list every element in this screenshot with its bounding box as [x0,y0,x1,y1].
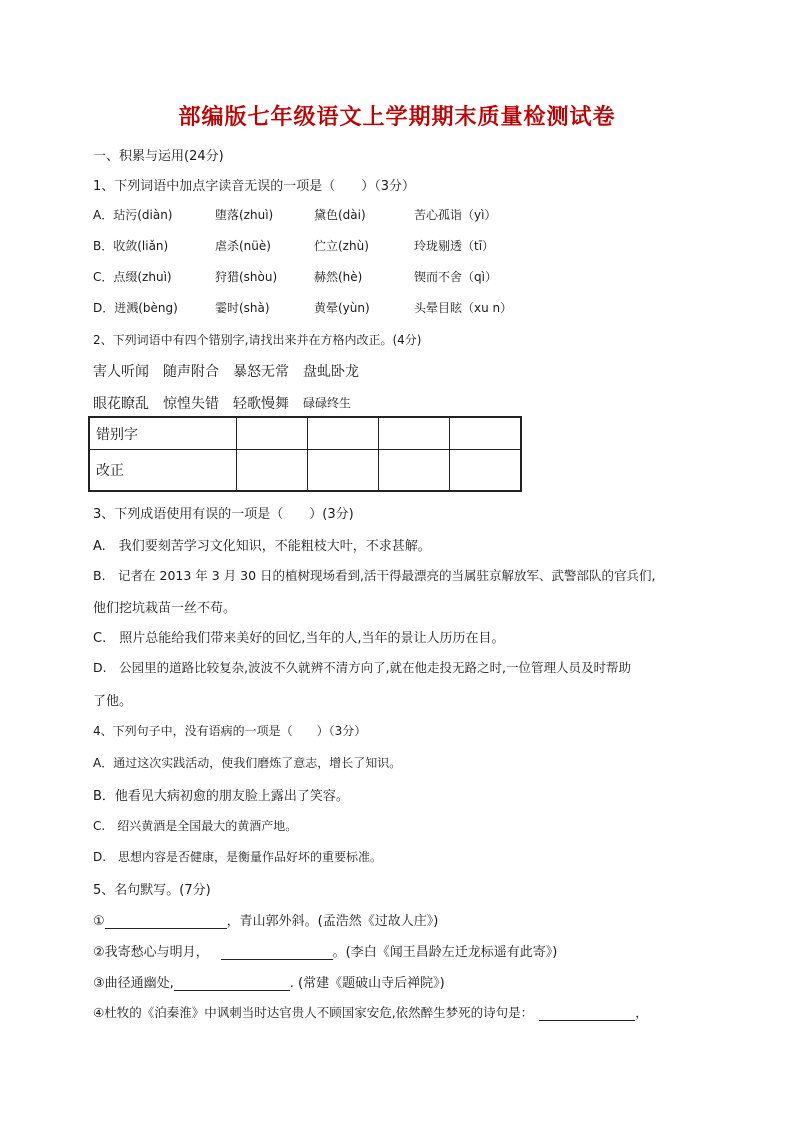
q4-option-c: C. 绍兴黄酒是全国最大的黄酒产地。 [93,819,298,833]
q1-option-c-2: 狩猎(shòu) [215,270,278,284]
answer-cell[interactable] [308,450,379,492]
answer-cell[interactable] [450,417,522,450]
q2-word-6: 惊惶失错 [163,396,219,412]
q5-item-3-suffix: . (常建《题破山寺后禅院》) [289,976,445,991]
question-1-stem: 1、下列词语中加点字读音无误的一项是（ ）（3分） [93,179,416,194]
q5-item-2-suffix: 。(李白《闻王昌龄左迁龙标遥有此寄》) [332,945,558,960]
q1-option-c-3: 赫然(hè) [314,270,363,284]
correction-table [88,416,522,492]
q1-option-b-2: 虐杀(nüè) [215,239,271,253]
q1-option-b-1: B．收敛(liǎn) [93,239,169,253]
q3-option-c: C. 照片总能给我们带来美好的回忆,当年的人,当年的景让人历历在目。 [93,631,505,646]
fill-blank[interactable] [174,975,290,991]
q4-option-a: A．通过这次实践活动，使我们磨炼了意志，增长了知识。 [93,756,402,770]
q1-option-a-4: 苦心孤诣（yì） [414,208,497,222]
q1-option-d-3: 黄晕(yùn) [314,301,370,315]
q5-item-3 [93,972,445,991]
q5-item-4-prefix: ④杜牧的《泊秦淮》中讽刺当时达官贵人不顾国家安危,依然醉生梦死的诗句是： [93,1005,534,1020]
q1-option-a-3: 黛色(dài) [314,208,366,222]
q4-option-b: B．他看见大病初愈的朋友脸上露出了笑容。 [93,789,349,804]
q1-option-d-2: 霎时(shà) [215,301,270,315]
answer-cell[interactable] [379,450,450,492]
q2-word-1: 害人听闻 [93,364,149,380]
q3-option-a: A. 我们要刻苦学习文化知识，不能粗枝大叶，不求甚解。 [93,539,431,554]
answer-cell[interactable] [237,450,308,492]
q2-word-5: 眼花瞭乱 [93,396,149,412]
q1-option-c-1: C．点缀(zhuì) [93,270,172,284]
answer-cell[interactable] [450,450,522,492]
page-title: 部编版七年级语文上学期期末质量检测试卷 [178,105,616,130]
q4-option-d: D. 思想内容是否健康，是衡量作品好坏的重要标准。 [93,850,383,864]
table-label-wrong: 错别字 [89,417,237,450]
question-3-stem: 3、下列成语使用有误的一项是（ ）(3分) [93,507,354,522]
q1-option-b-4: 玲珑剔透（tī） [414,239,495,253]
q2-word-8: 碌碌终生 [303,396,352,410]
q1-option-d-4: 头晕目眩（xu n） [414,301,513,315]
q5-item-4-suffix: ， [635,1005,648,1020]
fill-blank[interactable] [539,1005,635,1021]
q1-option-a-2: 堕落(zhuì) [215,208,274,222]
question-4-stem: 4、下列句子中，没有语病的一项是（ ）（3分） [93,724,367,738]
answer-cell[interactable] [308,417,379,450]
q2-word-7: 轻歌慢舞 [233,396,289,412]
q3-option-b-line1: B. 记者在 2013 年 3 月 30 日的植树现场看到,活干得最漂亮的当属驻京解放军、武警部队的官兵们, [93,568,656,583]
answer-cell[interactable] [379,417,450,450]
q2-word-4: 盘虬卧龙 [303,364,359,380]
q5-item-1-number: ① [93,914,105,929]
fill-blank[interactable] [221,944,333,960]
q1-option-a-1: A．玷污(diàn) [93,208,173,222]
q5-item-3-prefix: ③曲径通幽处, [93,976,174,991]
q5-item-1 [93,910,438,929]
table-label-correct: 改正 [89,450,237,492]
q2-word-2: 随声附合 [163,364,219,380]
fill-blank[interactable] [105,913,227,929]
q2-word-3: 暴怒无常 [233,364,289,380]
q3-option-b-line2: 他们挖坑栽苗一丝不苟。 [93,601,237,616]
q1-option-d-1: D．迸溅(bèng) [93,301,178,315]
answer-cell[interactable] [237,417,308,450]
question-2-stem: 2、下列词语中有四个错别字,请找出来并在方格内改正。(4分) [93,333,422,347]
q5-item-2 [93,941,557,960]
q5-item-2-prefix: ②我寄愁心与明月， [93,945,209,960]
q3-option-d-line1: D. 公园里的道路比较复杂,波波不久就辨不清方向了,就在他走投无路之时,一位管理人员及时帮助 [93,660,632,675]
q3-option-d-line2: 了他。 [93,694,133,709]
q1-option-b-3: 伫立(zhù) [314,239,369,253]
q5-item-1-text: ，青山郭外斜。(孟浩然《过故人庄》) [226,914,439,929]
q5-item-4 [93,1003,648,1021]
q1-option-c-4: 锲而不舍（qì） [414,270,497,284]
question-5-stem: 5、名句默写。(7分) [93,883,211,898]
section-heading: 一、积累与运用(24分) [93,149,224,164]
